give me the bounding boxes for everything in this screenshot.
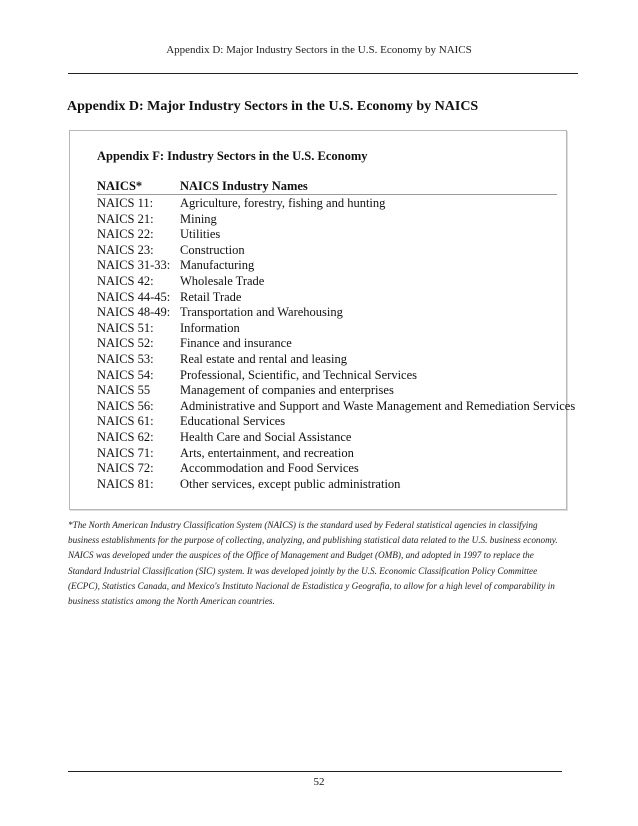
- naics-code: NAICS 61:: [97, 414, 154, 429]
- table-row: [97, 196, 562, 212]
- naics-code: NAICS 54:: [97, 367, 154, 382]
- naics-code: NAICS 23:: [97, 242, 154, 257]
- naics-code: NAICS 11:: [97, 196, 154, 210]
- table-row: [97, 430, 562, 446]
- naics-code: NAICS 81:: [97, 476, 154, 491]
- table-row: [97, 461, 562, 477]
- page-title: Appendix D: Major Industry Sectors in the U.S. Economy by NAICS: [67, 99, 479, 114]
- naics-code: NAICS 55: [97, 383, 151, 398]
- table-body: [97, 196, 576, 492]
- naics-code: NAICS 44-45:: [97, 289, 171, 304]
- footer-rule: [68, 771, 562, 772]
- industry-name: Management of companies and enterprises: [180, 383, 394, 398]
- table-row: [97, 368, 562, 384]
- naics-code: NAICS 53:: [97, 351, 154, 366]
- naics-code: NAICS 21:: [97, 211, 154, 226]
- table-row: [97, 258, 562, 274]
- page-number: 52: [313, 776, 325, 788]
- table-row: [97, 243, 562, 259]
- table-row: [97, 274, 562, 290]
- naics-code: NAICS 72:: [97, 461, 154, 476]
- table-row: [97, 227, 562, 243]
- naics-code: NAICS 51:: [97, 320, 154, 335]
- industry-name: Administrative and Support and Waste Management and Remediation Services: [180, 398, 576, 413]
- table-row: [97, 352, 562, 368]
- industry-name: Information: [180, 320, 240, 335]
- table-row: [97, 398, 576, 415]
- running-header: Appendix D: Major Industry Sectors in the U.S. Economy by NAICS: [166, 44, 472, 56]
- naics-code: NAICS 42:: [97, 273, 154, 288]
- industry-name: Agriculture, forestry, fishing and hunting: [180, 196, 386, 210]
- header-rule: [68, 73, 578, 74]
- industry-name: Real estate and rental and leasing: [180, 351, 347, 366]
- naics-code: NAICS 62:: [97, 429, 154, 444]
- naics-code: NAICS 52:: [97, 336, 154, 351]
- industry-name: Other services, except public administration: [180, 476, 401, 491]
- naics-code: NAICS 48-49:: [97, 305, 171, 320]
- industry-name: Mining: [180, 211, 217, 226]
- table-row: [97, 446, 562, 462]
- table-header-rule: [97, 194, 557, 195]
- industry-name: Educational Services: [180, 414, 286, 429]
- table-row: [97, 336, 562, 352]
- industry-name: Finance and insurance: [180, 336, 292, 351]
- table-title: Appendix F: Industry Sectors in the U.S. Economy: [97, 149, 368, 163]
- table-row: [97, 383, 562, 399]
- industry-name: Utilities: [180, 227, 221, 242]
- naics-code: NAICS 56:: [97, 398, 154, 413]
- industry-name: Arts, entertainment, and recreation: [180, 445, 354, 460]
- naics-code: NAICS 22:: [97, 227, 154, 242]
- industry-name: Manufacturing: [180, 258, 255, 273]
- table-row: [97, 477, 562, 493]
- column-header-naics-code: NAICS*: [97, 179, 143, 193]
- table-row: [97, 305, 562, 321]
- naics-footnote: *The North American Industry Classification System (NAICS) is the standard used by Federal statistical agencies in classifying business establishments for the purpose of collecting, analyzing, and publishing statistical data related to the U.S. business economy. NAICS was developed under the auspices of the Office of Management and Budget (OMB), and adopted in 1997 to replace the Standard Industrial Classification (SIC) system. It was developed jointly by the U.S. Economic Classification Policy Committee (ECPC), Statistics Canada, and Mexico's Instituto Nacional de Estadistica y Geografia, to allow for a high level of comparability in business statistics among the North American countries.: [68, 520, 558, 607]
- table-row: [97, 212, 562, 228]
- industry-name: Professional, Scientific, and Technical Services: [180, 367, 418, 382]
- industry-name: Health Care and Social Assistance: [180, 429, 352, 444]
- industry-name: Transportation and Warehousing: [180, 305, 343, 320]
- industry-name: Wholesale Trade: [180, 273, 265, 288]
- industry-name: Accommodation and Food Services: [180, 461, 359, 476]
- table-row: [97, 321, 562, 337]
- column-header-industry-name: NAICS Industry Names: [180, 179, 308, 193]
- industry-name: Construction: [180, 242, 245, 257]
- industry-name: Retail Trade: [180, 289, 242, 304]
- naics-code: NAICS 71:: [97, 445, 154, 460]
- table-row: [97, 290, 562, 306]
- naics-code: NAICS 31-33:: [97, 258, 171, 273]
- table-row: [97, 414, 562, 430]
